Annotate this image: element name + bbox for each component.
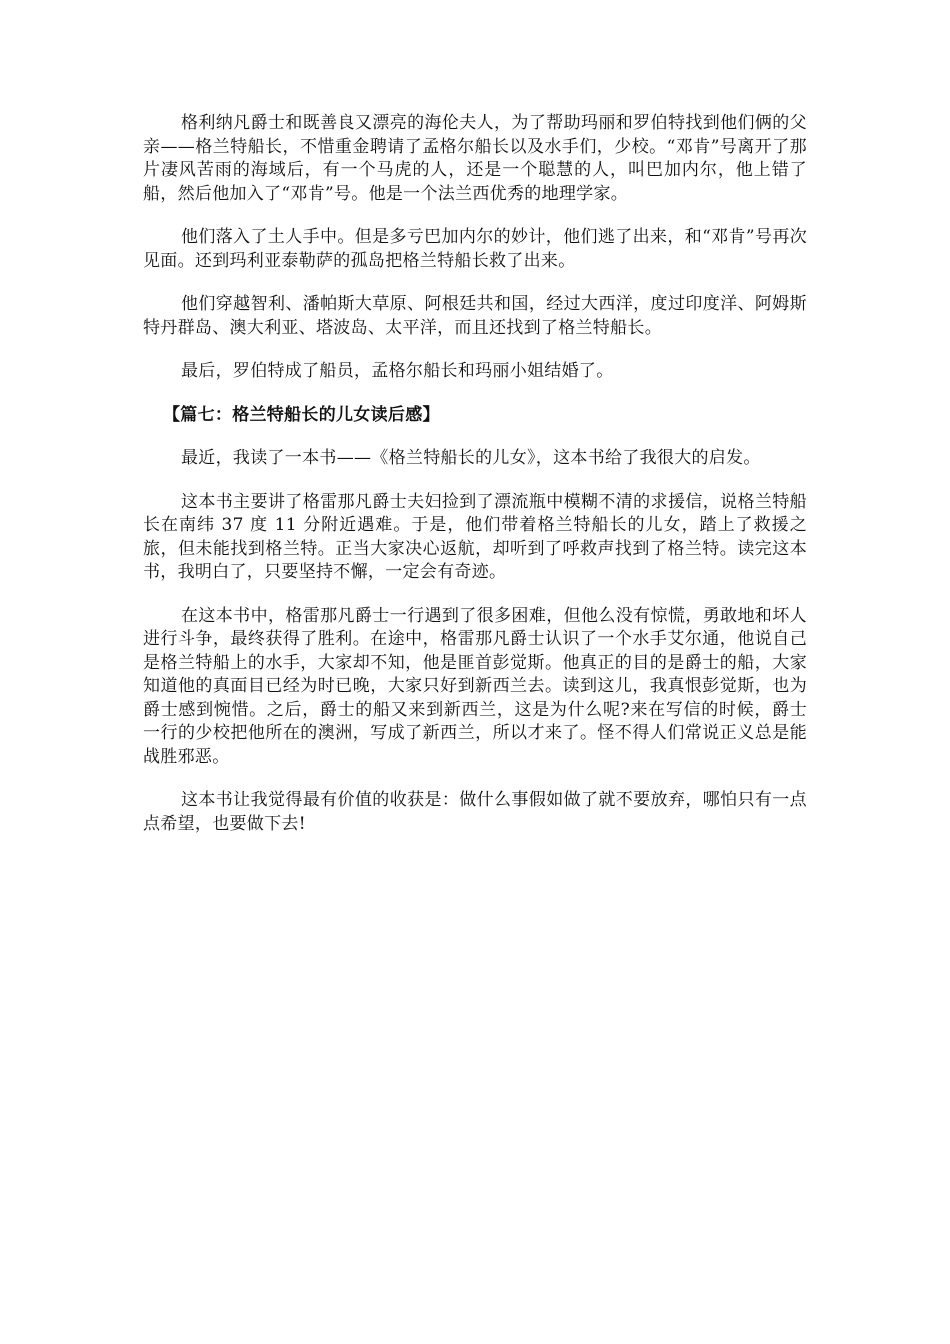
paragraph: 他们落入了土人手中。但是多亏巴加内尔的妙计，他们逃了出来，和“邓肯”号再次见面。还到玛利亚泰勒萨的孤岛把格兰特船长救了出来。 <box>143 227 807 271</box>
paragraph: 在这本书中，格雷那凡爵士一行遇到了很多困难，但他么没有惊慌，勇敢地和坏人进行斗争，最终获得了胜利。在途中，格雷那凡爵士认识了一个水手艾尔通，他说自己是格兰特船上的水手，大家却不知，他是匪首彭觉斯。他真正的目的是爵士的船，大家知道他的真面目已经为时已晚，大家只好到新西兰去。读到这儿，我真恨彭觉斯，也为爵士感到惋惜。之后，爵士的船又来到新西兰，这是为什么呢?来在写信的时候，爵士一行的少校把他所在的澳洲，写成了新西兰，所以才来了。怪不得人们常说正义总是能战胜邪恶。 <box>143 605 807 767</box>
paragraph: 最后，罗伯特成了船员，孟格尔船长和玛丽小姐结婚了。 <box>181 361 614 381</box>
paragraph: 他们穿越智利、潘帕斯大草原、阿根廷共和国，经过大西洋，度过印度洋、阿姆斯特丹群岛、澳大利亚、塔波岛、太平洋，而且还找到了格兰特船长。 <box>143 294 807 338</box>
paragraph: 这本书主要讲了格雷那凡爵士夫妇捡到了漂流瓶中模糊不清的求援信，说格兰特船长在南纬 37 度 11 分附近遇难。于是，他们带着格兰特船长的儿女，踏上了救援之旅，但未能找到格兰特。正当大家决心返航，却听到了呼救声找到了格兰特。读完这本书，我明白了，只要坚持不懈，一定会有奇迹。 <box>143 491 807 582</box>
document-page <box>143 112 807 856</box>
section-heading: 【篇七：格兰特船长的儿女读后感】 <box>163 404 440 425</box>
paragraph: 最近，我读了一本书——《格兰特船长的儿女》，这本书给了我很大的启发。 <box>181 448 761 468</box>
paragraph: 格利纳凡爵士和既善良又漂亮的海伦夫人，为了帮助玛丽和罗伯特找到他们俩的父亲——格兰特船长，不惜重金聘请了孟格尔船长以及水手们，少校。“邓肯”号离开了那片凄风苦雨的海域后，有一个马虎的人，还是一个聪慧的人，叫巴加内尔，他上错了船，然后他加入了“邓肯”号。他是一个法兰西优秀的地理学家。 <box>143 113 807 204</box>
paragraph: 这本书让我觉得最有价值的收获是：做什么事假如做了就不要放弃，哪怕只有一点点希望，也要做下去! <box>143 790 807 834</box>
